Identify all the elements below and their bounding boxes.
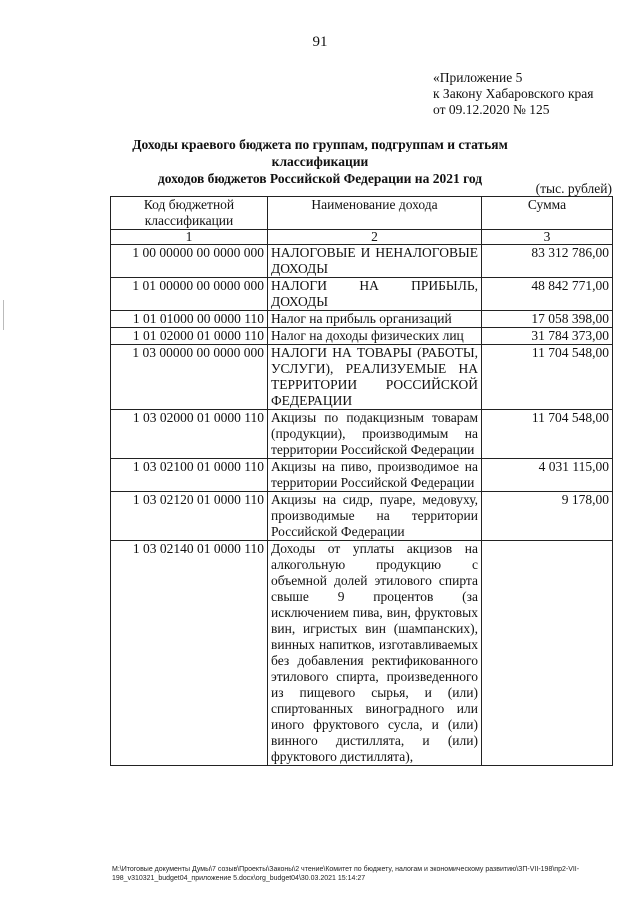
row-sum: 11 704 548,00: [482, 345, 613, 410]
row-code: 1 03 02000 01 0000 110: [111, 410, 268, 459]
column-number-row: [111, 230, 613, 245]
units-label: (тыс. рублей): [535, 181, 612, 196]
table-row: [111, 410, 613, 459]
row-name: Акцизы по подакцизным товарам (продукции), производимым на территории Российской Федерации: [268, 410, 482, 459]
row-code: 1 01 00000 00 0000 000: [111, 278, 268, 311]
table-row: [111, 492, 613, 541]
revenue-table: [110, 196, 613, 766]
row-code: 1 03 02100 01 0000 110: [111, 459, 268, 492]
column-number: 2: [268, 230, 482, 245]
row-code: 1 03 02120 01 0000 110: [111, 492, 268, 541]
row-name: Налог на прибыль организаций: [268, 311, 482, 328]
row-sum: 31 784 373,00: [482, 328, 613, 345]
row-sum: 17 058 398,00: [482, 311, 613, 328]
table-header-row: [111, 197, 613, 230]
row-code: 1 00 00000 00 0000 000: [111, 245, 268, 278]
footer-file-path: M:\Итоговые документы Думы\7 созыв\Проекты\Законы\2 чтение\Комитет по бюджету, налогам и экономическому развитию\ЗП-VII-198\пр2-VII-198_v310321_budget04_приложение 5.docx\org_budget04\30.03.2021 15:14:27: [112, 866, 580, 882]
row-name: НАЛОГИ НА ПРИБЫЛЬ, ДОХОДЫ: [268, 278, 482, 311]
row-name: Доходы от уплаты акцизов на алкогольную продукцию с объемной долей этилового спирта свыше 9 процентов (за исключением пива, вин, фруктовых вин, игристых вин (шампанских), винных напитков, изготавливаемых без добавления ректификованного этилового спирта, произведенного из пищевого сырья, и (или) спиртованных виноградного или иного фруктового сусла, и (или) винного дистиллята, и (или) фруктового дистиллята),: [268, 541, 482, 766]
scan-margin-mark: [3, 300, 4, 330]
row-code: 1 01 02000 01 0000 110: [111, 328, 268, 345]
row-name: Налог на доходы физических лиц: [268, 328, 482, 345]
row-name: Акцизы на сидр, пуаре, медовуху, производимые на территории Российской Федерации: [268, 492, 482, 541]
row-code: 1 03 02140 01 0000 110: [111, 541, 268, 766]
row-sum: 9 178,00: [482, 492, 613, 541]
row-sum: 83 312 786,00: [482, 245, 613, 278]
row-code: 1 03 00000 00 0000 000: [111, 345, 268, 410]
appendix-note: [433, 70, 594, 118]
row-name: Акцизы на пиво, производимое на территории Российской Федерации: [268, 459, 482, 492]
table-row: [111, 459, 613, 492]
table-row: [111, 311, 613, 328]
row-name: НАЛОГИ НА ТОВАРЫ (РАБОТЫ, УСЛУГИ), РЕАЛИЗУЕМЫЕ НА ТЕРРИТОРИИ РОССИЙСКОЙ ФЕДЕРАЦИИ: [268, 345, 482, 410]
header-code: Код бюджетной классификации: [111, 197, 268, 230]
table-row: [111, 345, 613, 410]
table-row: [111, 278, 613, 311]
title-line-1: Доходы краевого бюджета по группам, подгруппам и статьям классификации: [132, 137, 508, 169]
page-number: 91: [312, 34, 328, 50]
row-sum: 11 704 548,00: [482, 410, 613, 459]
title-line-2: доходов бюджетов Российской Федерации на 2021 год: [157, 171, 483, 186]
row-sum: [482, 541, 613, 766]
appendix-line-3: от 09.12.2020 № 125: [433, 102, 550, 117]
table-row: [111, 328, 613, 345]
document-title: [100, 136, 540, 187]
row-sum: 4 031 115,00: [482, 459, 613, 492]
table-row: [111, 541, 613, 766]
row-sum: 48 842 771,00: [482, 278, 613, 311]
table-row: [111, 245, 613, 278]
column-number: 1: [111, 230, 268, 245]
header-name: Наименование дохода: [268, 197, 482, 230]
row-code: 1 01 01000 00 0000 110: [111, 311, 268, 328]
header-sum: Сумма: [482, 197, 613, 230]
row-name: НАЛОГОВЫЕ И НЕНАЛОГОВЫЕ ДОХОДЫ: [268, 245, 482, 278]
column-number: 3: [482, 230, 613, 245]
appendix-line-2: к Закону Хабаровского края: [433, 86, 594, 101]
appendix-line-1: «Приложение 5: [433, 70, 523, 85]
